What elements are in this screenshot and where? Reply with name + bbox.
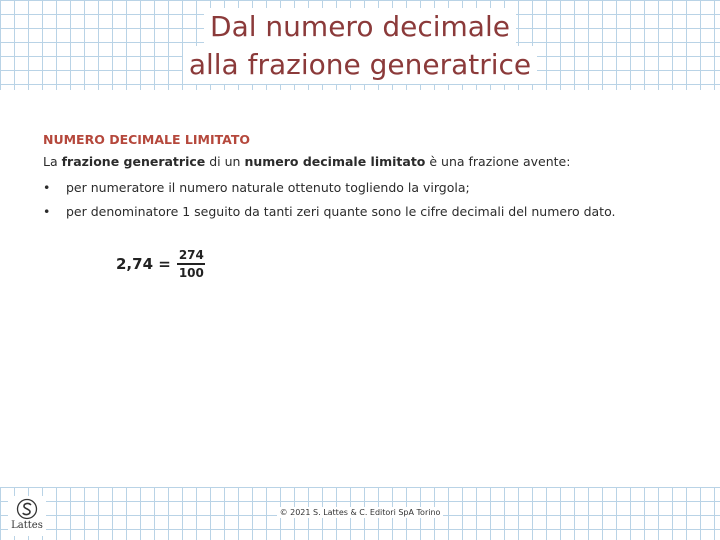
slide-title-line-1: Dal numero decimale <box>204 8 516 46</box>
slide-content <box>43 132 683 224</box>
formula-fraction <box>177 248 206 280</box>
intro-paragraph <box>43 153 683 171</box>
example-formula <box>116 248 206 280</box>
bullet-item-numerator <box>43 176 683 200</box>
slide-title-line-2: alla frazione generatrice <box>183 46 537 84</box>
copyright-text: © 2021 S. Lattes & C. Editori SpA Torino <box>277 507 444 518</box>
logo-text: Lattes <box>11 520 43 531</box>
formula-decimal: 2,74 = <box>116 254 171 273</box>
fraction-denominator: 100 <box>178 265 204 280</box>
bullet-dot: • <box>43 204 51 219</box>
bullet-text: per denominatore 1 seguito da tanti zeri quante sono le cifre decimali del numero dato. <box>66 204 616 219</box>
intro-text-1: La <box>43 154 62 169</box>
intro-bold-2: numero decimale limitato <box>244 154 426 169</box>
bullet-text: per numeratore il numero naturale ottenuto togliendo la virgola; <box>66 180 470 195</box>
intro-text-2: di un <box>205 154 245 169</box>
section-heading: NUMERO DECIMALE LIMITATO <box>43 132 251 147</box>
fraction-numerator: 274 <box>178 248 204 262</box>
bullet-item-denominator <box>43 200 683 224</box>
bullet-list <box>43 176 683 224</box>
bullet-dot: • <box>43 180 51 195</box>
slide-title <box>0 8 720 84</box>
intro-bold-1: frazione generatrice <box>61 154 206 169</box>
footer <box>0 508 720 517</box>
intro-text-3: è una frazione avente: <box>425 154 571 169</box>
